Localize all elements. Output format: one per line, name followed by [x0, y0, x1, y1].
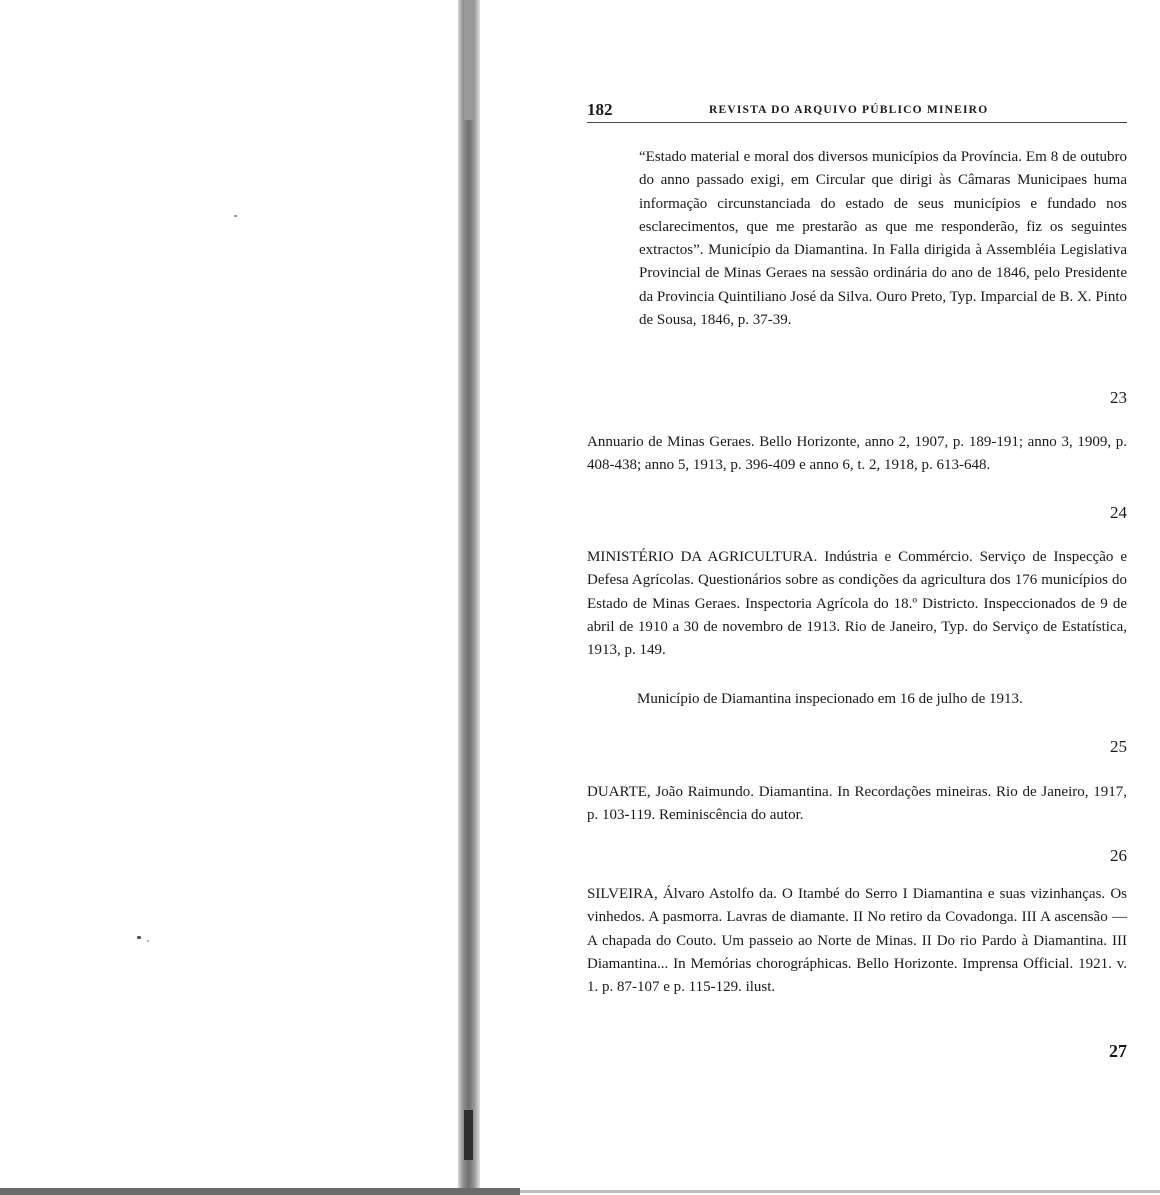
bibliography-entry: MINISTÉRIO DA AGRICULTURA. Indústria e Commércio. Serviço de Inspecção e Defesa Agrícolas. Questionários sobre as condições da agricultura dos 176 municípios do Estado de Minas Geraes. Inspectoria Agrícola do 18.º Districto. Inspeccionados de 9 de abril de 1910 a 30 de novembro de 1913. Rio de Janeiro, Typ. do Serviço de Estatística, 1913, p. 149. — [587, 549, 1127, 659]
page-number: 182 — [587, 100, 613, 119]
blank-left-page — [0, 0, 455, 1195]
bibliography-entry: SILVEIRA, Álvaro Astolfo da. O Itambé do Serro I Diamantina e suas vizinhanças. Os vinhedos. A pasmorra. Lavras de diamante. II No retiro da Covadonga. III A ascensão — A chapada do Couto. Um passeio ao Norte de Minas. II Do rio Pardo à Diamantina. III Diamantina... In Memórias chorográphicas. Bello Horizonte. Imprensa Official. 1921. v. 1. p. 87-107 e p. 115-129. ilust. — [587, 886, 1127, 996]
bibliography-entry: DUARTE, João Raimundo. Diamantina. In Recordações mineiras. Rio de Janeiro, 1917, p. 103-119. Reminiscência do autor. — [587, 784, 1127, 824]
entry-note: Município de Diamantina inspecionado em 16 de julho de 1913. — [637, 691, 1023, 707]
bibliography-entry: Annuario de Minas Geraes. Bello Horizonte, anno 2, 1907, p. 189-191; anno 3, 1909, p. 408-438; anno 5, 1913, p. 396-409 e anno 6, t. 2, 1918, p. 613-648. — [587, 434, 1127, 474]
entry-number: 27 — [1109, 1041, 1127, 1061]
entry-number: 25 — [1110, 737, 1127, 756]
page-bottom-edge — [0, 1188, 520, 1195]
paper-speck — [234, 215, 237, 217]
running-head: REVISTA DO ARQUIVO PÚBLICO MINEIRO — [709, 104, 989, 116]
entry-number: 23 — [1110, 388, 1127, 407]
book-spine-gutter — [458, 0, 480, 1195]
entry-number: 24 — [1110, 503, 1127, 522]
page-header — [587, 96, 1127, 123]
spine-shadow — [464, 1110, 473, 1160]
right-page — [587, 96, 1127, 1061]
paper-speck — [147, 940, 149, 942]
paper-speck — [137, 936, 141, 939]
spine-shadow — [464, 0, 473, 120]
entry-number: 26 — [1110, 846, 1127, 865]
bibliography-entry: “Estado material e moral dos diversos municípios da Província. Em 8 de outubro do anno passado exigi, em Circular que dirigi às Câmaras Municipaes huma informação circunstanciada do estado de seus municípios e fundado nos esclarecimentos, que me prestarão as que me responderão, fiz os seguintes extractos”. Município da Diamantina. In Falla dirigida à Assembléia Legislativa Provincial de Minas Geraes na sessão ordinária do ano de 1846, pelo Presidente da Provincia Quintiliano José da Silva. Ouro Preto, Typ. Imparcial de B. X. Pinto de Sousa, 1846, p. 37-39. — [639, 149, 1127, 329]
page-bottom-edge — [520, 1190, 1160, 1193]
